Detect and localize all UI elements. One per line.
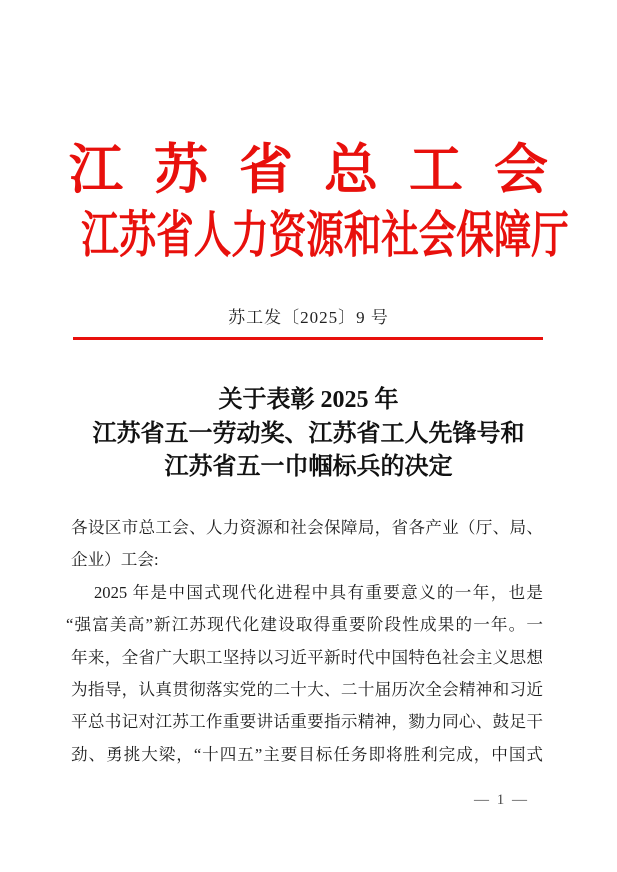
salutation-line: 企业）工会: (71, 550, 159, 570)
document-title-line1: 关于表彰 2025 年 (218, 387, 399, 413)
paragraph-line: 年来，全省广大职工坚持以习近平新时代中国特色社会主义思想 (71, 647, 543, 667)
letterhead-org-line1-text: 江苏省总工会 (69, 140, 579, 200)
document-title-line3: 江苏省五一巾帼标兵的决定 (164, 454, 453, 480)
paragraph-line: 2025 年是中国式现代化进程中具有重要意义的一年，也是 (94, 582, 543, 602)
letterhead-org-line1 (0, 141, 617, 199)
document-body (66, 512, 543, 771)
letterhead-org-line2-text: 江苏省人力资源和社会保障厅 (81, 207, 569, 263)
letterhead-red-rule (73, 337, 543, 340)
document-title-line2: 江苏省五一劳动奖、江苏省工人先锋号和 (92, 420, 525, 447)
paragraph-line: 劲、勇挑大梁，“十四五”主要目标任务即将胜利完成，中国式 (71, 744, 543, 764)
paragraph-line: 平总书记对江苏工作重要讲话重要指示精神，勠力同心、鼓足干 (71, 712, 543, 732)
page-number: — 1 — (474, 792, 529, 808)
salutation-line: 各设区市总工会、人力资源和社会保障局，省各产业（厅、局、 (71, 518, 543, 537)
letterhead-org-line2 (0, 209, 617, 261)
document-number: 苏工发〔2025〕9 号 (228, 308, 389, 327)
paragraph-line: “强富美高”新江苏现代化建设取得重要阶段性成果的一年。一 (66, 615, 543, 635)
document-title (0, 384, 617, 485)
paragraph-line: 为指导，认真贯彻落实党的二十大、二十届历次全会精神和习近 (71, 679, 543, 699)
